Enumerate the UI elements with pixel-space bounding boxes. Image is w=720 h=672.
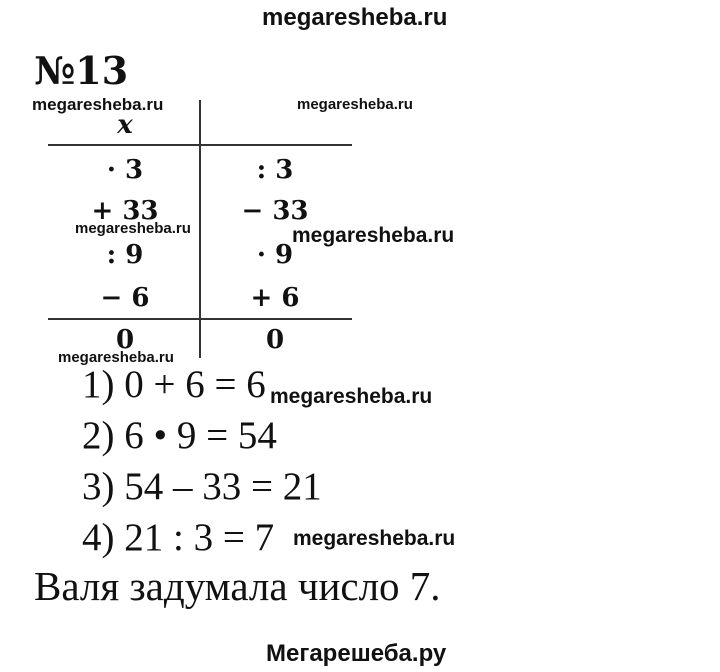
watermark-inline: megaresheba.ru — [297, 96, 413, 113]
solution-step: 3) 54 – 33 = 21 — [82, 465, 322, 508]
table-cell-right: + 6 — [250, 283, 300, 313]
table-cell-right: : 3 — [256, 155, 294, 185]
watermark-inline: megaresheba.ru — [58, 349, 174, 366]
watermark-top: megaresheba.ru — [262, 4, 448, 31]
table-cell-left: − 6 — [100, 283, 150, 313]
table-result-rule — [48, 318, 352, 320]
table-cell-left: · 3 — [106, 155, 144, 185]
table-result-right: 0 — [265, 325, 285, 355]
watermark-inline: megaresheba.ru — [32, 95, 164, 114]
table-result-left: 0 — [115, 325, 135, 355]
solution-step: 2) 6 • 9 = 54 — [82, 414, 277, 457]
watermark-inline: megaresheba.ru — [75, 220, 191, 237]
watermark-inline: megaresheba.ru — [292, 224, 455, 247]
table-cell-right: − 33 — [241, 196, 309, 226]
table-cell-left: + 33 — [91, 196, 159, 226]
problem-number: №13 — [34, 48, 129, 93]
table-header-rule — [48, 144, 352, 146]
solution-step: 1) 0 + 6 = 6 — [82, 363, 266, 406]
answer-text: Валя задумала число 7. — [34, 563, 441, 609]
watermark-inline: megaresheba.ru — [293, 527, 456, 550]
table-cell-right: · 9 — [256, 240, 294, 270]
solution-step: 4) 21 : 3 = 7 — [82, 516, 275, 559]
table-header-x: x — [117, 110, 133, 140]
watermark-bottom: Мегарешеба.ру — [266, 640, 447, 667]
watermark-inline: megaresheba.ru — [270, 385, 433, 408]
table-cell-left: : 9 — [106, 240, 144, 270]
